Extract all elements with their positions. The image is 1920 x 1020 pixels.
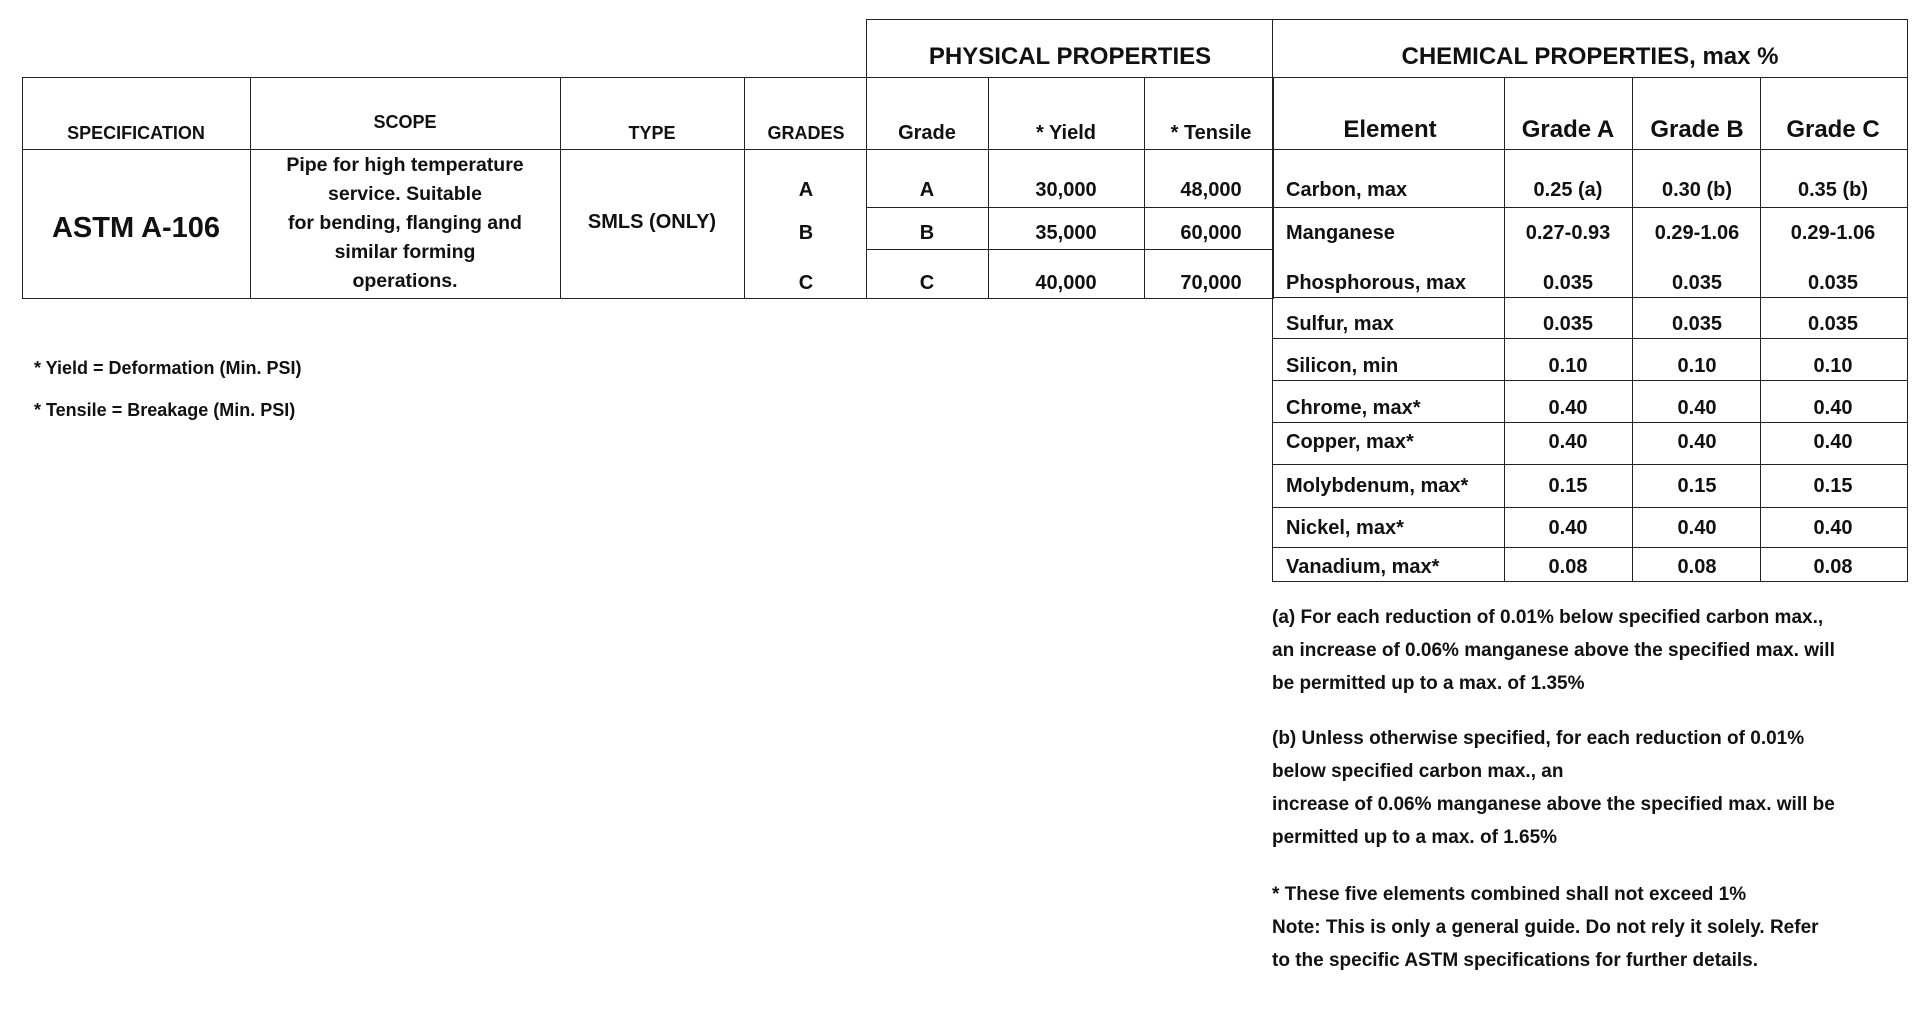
grade-a-value: 0.25 (a) bbox=[1533, 179, 1603, 201]
note-line: (a) For each reduction of 0.01% below specified carbon max., bbox=[1272, 607, 1824, 628]
grade-a-value: 0.40 bbox=[1548, 397, 1588, 419]
col-divider bbox=[866, 19, 867, 299]
grade-b-value: 0.29-1.06 bbox=[1654, 222, 1740, 244]
grade-b-value: 0.10 bbox=[1677, 355, 1717, 377]
element-name: Silicon, min bbox=[1286, 355, 1399, 377]
scope-line: similar forming bbox=[334, 241, 476, 263]
note-elements-and-disclaimer bbox=[1272, 878, 1819, 977]
grade-b-value: 0.035 bbox=[1671, 313, 1723, 335]
element-name: Carbon, max bbox=[1286, 179, 1408, 201]
col-header-grade-b: Grade B bbox=[1650, 116, 1744, 143]
scope-line: Pipe for high temperature bbox=[286, 154, 524, 176]
element-name: Molybdenum, max* bbox=[1286, 475, 1469, 497]
col-header-type: TYPE bbox=[628, 123, 676, 143]
note-line: to the specific ASTM specifications for further details. bbox=[1272, 950, 1758, 971]
grade-b-value: 0.40 bbox=[1677, 397, 1717, 419]
col-header-grade: Grade bbox=[898, 122, 956, 144]
col-header-element: Element bbox=[1343, 116, 1437, 143]
grade-a-value: 0.035 bbox=[1542, 313, 1594, 335]
physical-yield: 30,000 bbox=[1035, 179, 1097, 201]
grade-label: A bbox=[798, 179, 814, 201]
col-divider bbox=[1632, 77, 1633, 582]
row-divider bbox=[1272, 507, 1908, 508]
row-divider bbox=[1272, 207, 1908, 208]
col-divider bbox=[1504, 77, 1505, 582]
note-line: an increase of 0.06% manganese above the specified max. will bbox=[1272, 640, 1835, 661]
note-b bbox=[1272, 722, 1835, 854]
grade-b-value: 0.035 bbox=[1671, 272, 1723, 294]
grade-c-value: 0.29-1.06 bbox=[1790, 222, 1876, 244]
grade-label: B bbox=[798, 222, 814, 244]
grade-c-value: 0.15 bbox=[1813, 475, 1853, 497]
element-name: Nickel, max* bbox=[1286, 517, 1404, 539]
col-header-grade-c: Grade C bbox=[1786, 116, 1880, 143]
grade-a-value: 0.035 bbox=[1542, 272, 1594, 294]
grade-b-value: 0.40 bbox=[1677, 517, 1717, 539]
col-divider bbox=[560, 77, 561, 299]
col-divider bbox=[744, 77, 745, 299]
col-divider bbox=[1144, 77, 1145, 299]
row-divider bbox=[1272, 77, 1908, 78]
row-divider bbox=[866, 207, 1274, 208]
row-divider bbox=[1272, 547, 1908, 548]
spec-type: SMLS (ONLY) bbox=[587, 211, 717, 233]
physical-tensile: 60,000 bbox=[1180, 222, 1242, 244]
row-divider bbox=[1272, 297, 1908, 298]
col-header-tensile: * Tensile bbox=[1170, 122, 1252, 144]
physical-grade: A bbox=[919, 179, 935, 201]
physical-tensile: 48,000 bbox=[1180, 179, 1242, 201]
grade-c-value: 0.08 bbox=[1813, 556, 1853, 578]
col-header-scope: SCOPE bbox=[373, 112, 437, 132]
row-divider bbox=[1272, 149, 1908, 150]
grade-b-value: 0.30 (b) bbox=[1661, 179, 1733, 201]
spec-scope bbox=[252, 151, 558, 296]
note-line: permitted up to a max. of 1.65% bbox=[1272, 827, 1558, 848]
grade-b-value: 0.08 bbox=[1677, 556, 1717, 578]
physical-properties-header: PHYSICAL PROPERTIES bbox=[928, 43, 1212, 70]
scope-line: service. Suitable bbox=[328, 183, 482, 205]
row-divider bbox=[1272, 464, 1908, 465]
col-header-specification: SPECIFICATION bbox=[67, 123, 205, 143]
note-line: increase of 0.06% manganese above the specified max. will be bbox=[1272, 794, 1835, 815]
legend-tensile: * Tensile = Breakage (Min. PSI) bbox=[34, 400, 296, 420]
element-name: Vanadium, max* bbox=[1286, 556, 1440, 578]
grade-c-value: 0.35 (b) bbox=[1797, 179, 1869, 201]
grade-a-value: 0.40 bbox=[1548, 431, 1588, 453]
element-name: Chrome, max* bbox=[1286, 397, 1421, 419]
legend-yield: * Yield = Deformation (Min. PSI) bbox=[34, 358, 302, 378]
spec-header-divider bbox=[22, 149, 1274, 150]
grade-label: C bbox=[798, 272, 814, 294]
row-divider bbox=[1272, 338, 1908, 339]
grade-a-value: 0.15 bbox=[1548, 475, 1588, 497]
note-line: * These five elements combined shall not exceed 1% bbox=[1272, 884, 1747, 905]
grade-c-value: 0.40 bbox=[1813, 397, 1853, 419]
grade-b-value: 0.15 bbox=[1677, 475, 1717, 497]
spec-name: ASTM A-106 bbox=[51, 212, 221, 244]
grade-c-value: 0.035 bbox=[1807, 313, 1859, 335]
row-divider bbox=[1272, 422, 1908, 423]
note-line: Note: This is only a general guide. Do not rely it solely. Refer bbox=[1272, 917, 1819, 938]
physical-grade: B bbox=[919, 222, 935, 244]
physical-grade: C bbox=[919, 272, 935, 294]
row-divider bbox=[1272, 380, 1908, 381]
grade-a-value: 0.10 bbox=[1548, 355, 1588, 377]
element-name: Phosphorous, max bbox=[1286, 272, 1467, 294]
note-line: below specified carbon max., an bbox=[1272, 761, 1564, 782]
physical-yield: 35,000 bbox=[1035, 222, 1097, 244]
grade-a-value: 0.27-0.93 bbox=[1525, 222, 1611, 244]
note-line: (b) Unless otherwise specified, for each reduction of 0.01% bbox=[1272, 728, 1805, 749]
grade-b-value: 0.40 bbox=[1677, 431, 1717, 453]
grade-c-value: 0.035 bbox=[1807, 272, 1859, 294]
grade-c-value: 0.10 bbox=[1813, 355, 1853, 377]
col-header-grades: GRADES bbox=[767, 123, 845, 143]
col-divider bbox=[988, 77, 989, 299]
element-name: Sulfur, max bbox=[1286, 313, 1394, 335]
grade-a-value: 0.40 bbox=[1548, 517, 1588, 539]
scope-line: for bending, flanging and bbox=[288, 212, 522, 234]
grade-a-value: 0.08 bbox=[1548, 556, 1588, 578]
physical-yield: 40,000 bbox=[1035, 272, 1097, 294]
scope-line: operations. bbox=[352, 270, 458, 292]
note-a bbox=[1272, 601, 1835, 700]
col-header-yield: * Yield bbox=[1035, 122, 1097, 144]
col-header-grade-a: Grade A bbox=[1521, 116, 1615, 143]
col-divider bbox=[1760, 77, 1761, 582]
chemical-properties-header: CHEMICAL PROPERTIES, max % bbox=[1401, 43, 1779, 70]
physical-tensile: 70,000 bbox=[1180, 272, 1242, 294]
grade-c-value: 0.40 bbox=[1813, 517, 1853, 539]
col-divider bbox=[250, 77, 251, 299]
grade-c-value: 0.40 bbox=[1813, 431, 1853, 453]
element-name: Copper, max* bbox=[1286, 431, 1414, 453]
note-line: be permitted up to a max. of 1.35% bbox=[1272, 673, 1585, 694]
row-divider bbox=[866, 249, 1274, 250]
element-name: Manganese bbox=[1286, 222, 1395, 244]
